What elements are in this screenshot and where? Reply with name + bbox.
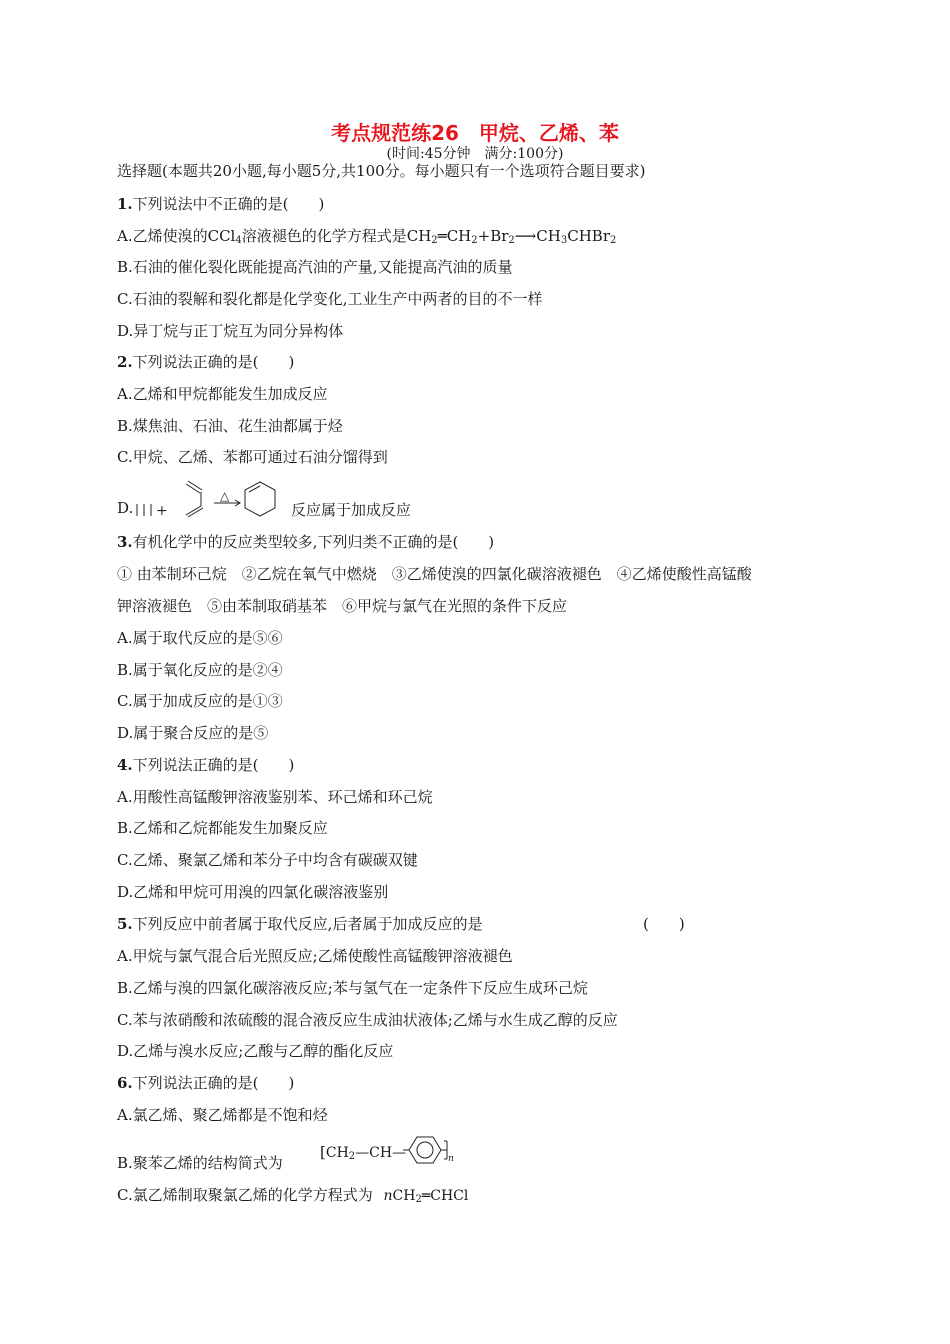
question-number: 6. [117,1074,133,1092]
q2-option-c: C.甲烷、乙烯、苯都可通过石油分馏得到 [117,448,388,466]
question-6 [117,1072,294,1093]
question-1 [117,193,324,214]
q4-option-c: C.乙烯、聚氯乙烯和苯分子中均含有碳碳双键 [117,851,418,869]
question-4 [117,754,294,775]
subscript: 2 [471,235,478,246]
q2-option-a: A.乙烯和甲烷都能发生加成反应 [117,385,328,403]
q1-option-a [117,225,616,246]
question-number: 5. [117,915,133,933]
q2-option-d-prefix: D. [117,499,134,517]
q6-option-b: B.聚苯乙烯的结构简式为 [117,1154,283,1172]
q4-option-a: A.用酸性高锰酸钾溶液鉴别苯、环己烯和环己烷 [117,788,433,806]
page-title: 考点规范练26 甲烷、乙烯、苯 [331,121,619,145]
product: CHBr [567,227,610,245]
option-text: C.氯乙烯制取聚氯乙烯的化学方程式为 [117,1186,373,1204]
formula-text: —CH— [355,1145,407,1161]
option-text: A.乙烯使溴的CCl [117,227,236,245]
reaction-arrow: ⟶ [514,227,537,245]
q1-option-c: C.石油的裂解和裂化都是化学变化,工业生产中两者的目的不一样 [117,290,543,308]
question-2 [117,351,294,372]
q6-option-c [117,1184,468,1205]
question-number: 4. [117,756,133,774]
q3-option-d: D.属于聚合反应的是⑤ [117,724,269,742]
question-stem: 下列说法正确的是( ) [132,756,295,774]
subscript: 2 [610,235,617,246]
subscript: 4 [235,235,242,246]
option-text: 溶液褪色的化学方程式是CH [241,227,432,245]
q5-option-c: C.苯与浓硝酸和浓硫酸的混合液反应生成油状液体;乙烯与水生成乙醇的反应 [117,1011,618,1029]
polymer-n: n [448,1154,454,1164]
q5-option-a: A.甲烷与氯气混合后光照反应;乙烯使酸性高锰酸钾溶液褪色 [117,947,513,965]
subscript: 2 [415,1194,422,1205]
question-3 [117,531,494,552]
polymer-bracket-open: [ [320,1143,326,1161]
question-stem: 下列说法正确的是( ) [132,1074,295,1092]
page-subtitle: (时间:45分钟 满分:100分) [386,146,564,162]
question-stem: 下列说法中不正确的是( ) [132,195,325,213]
double-bond: ═CH [437,227,472,245]
q1-option-b: B.石油的催化裂化既能提高汽油的产量,又能提高汽油的质量 [117,258,513,276]
diels-alder-reaction-diagram [134,476,294,522]
formula-text: CH [325,1145,349,1161]
question-number: 2. [117,353,133,371]
coefficient: n [383,1188,393,1204]
subscript: 3 [560,235,568,246]
answer-parentheses: ( ) [643,915,685,933]
question-stem: 下列说法正确的是( ) [132,353,295,371]
chloroethene-formula [384,1188,469,1204]
q3-items-line-2: 钾溶液褪色 ⑤由苯制取硝基苯 ⑥甲烷与氯气在光照的条件下反应 [117,597,568,615]
question-number: 3. [117,533,133,551]
subscript: 2 [508,235,515,246]
question-number: 1. [117,195,133,213]
formula-text: CH [392,1188,416,1204]
polystyrene-formula [320,1143,406,1162]
q4-option-b: B.乙烯和乙烷都能发生加聚反应 [117,819,328,837]
q2-option-d-text: 反应属于加成反应 [291,501,412,519]
q3-option-a: A.属于取代反应的是⑤⑥ [117,629,283,647]
section-intro: 选择题(本题共20小题,每小题5分,共100分。每小题只有一个选项符合题目要求) [117,162,646,180]
q6-option-a: A.氯乙烯、聚乙烯都是不饱和烃 [117,1106,328,1124]
q2-option-b: B.煤焦油、石油、花生油都属于烃 [117,417,343,435]
reagent: +Br [477,227,509,245]
benzene-ring-icon [403,1131,463,1169]
q3-items-line-1: ① 由苯制环己烷 ②乙烷在氧气中燃烧 ③乙烯使溴的四氯化碳溶液褪色 ④乙烯使酸性高锰酸 [117,565,752,583]
q1-option-d: D.异丁烷与正丁烷互为同分异构体 [117,322,344,340]
formula-text: ═CHCl [421,1188,469,1204]
question-stem: 有机化学中的反应类型较多,下列归类不正确的是( ) [132,533,495,551]
question-stem: 下列反应中前者属于取代反应,后者属于加成反应的是 [132,915,483,933]
subscript: 2 [348,1151,356,1162]
subscript: 2 [431,235,438,246]
q3-option-c: C.属于加成反应的是①③ [117,692,283,710]
question-5 [117,913,482,934]
q4-option-d: D.乙烯和甲烷可用溴的四氯化碳溶液鉴别 [117,883,389,901]
heat-symbol: △ [220,489,230,503]
plus-sign: + [156,503,168,519]
q3-option-b: B.属于氧化反应的是②④ [117,661,283,679]
q5-option-b: B.乙烯与溴的四氯化碳溶液反应;苯与氢气在一定条件下反应生成环己烷 [117,979,588,997]
q5-option-d: D.乙烯与溴水反应;乙酸与乙醇的酯化反应 [117,1042,394,1060]
product: CH [536,227,561,245]
